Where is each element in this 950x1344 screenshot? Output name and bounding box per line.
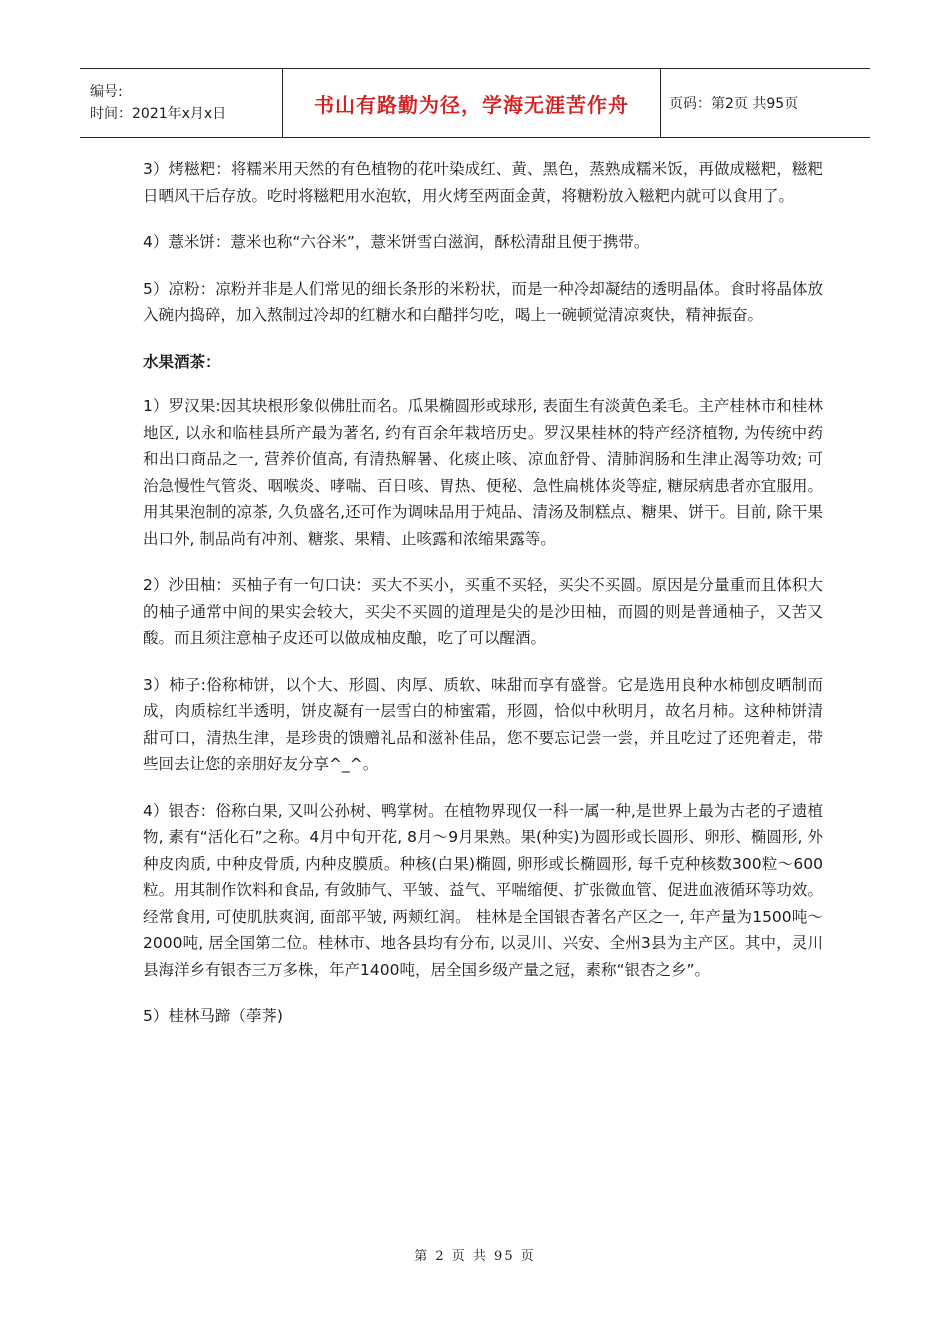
body-paragraph: 1）罗汉果:因其块根形象似佛肚而名。瓜果椭圆形或球形, 表面生有淡黄色柔毛。主产桂林市和桂林地区, 以永和临桂县所产最为著名, 约有百余年栽培历史。罗汉果桂林的特产经济植物, 为传统中药和出口商品之一, 营养价值高, 有清热解暑、化痰止咳、凉血舒骨、清肺润肠和生津止渴等功效; 可治急慢性气管炎、咽喉炎、哮喘、百日咳、胃热、便秘、急性扁桃体炎等症, 糖尿病患者亦宜服用。用其果泡制的凉茶, 久负盛名,还可作为调味品用于炖品、清汤及制糕点、糖果、饼干。目前, 除干果出口外, 制品尚有冲剂、糖浆、果精、止咳露和浓缩果露等。 [143, 397, 823, 548]
body-paragraph: 5）桂林马蹄（荸荠) [143, 1007, 283, 1025]
header-page-label: 页码：第2页 共95页 [669, 96, 799, 112]
body-paragraph: 3）烤糍粑：将糯米用天然的有色植物的花叶染成红、黄、黑色，蒸熟成糯米饭，再做成糍粑，糍粑日晒风干后存放。吃时将糍粑用水泡软，用火烤至两面金黄，将糖粉放入糍粑内就可以食用了。 [143, 160, 823, 205]
header-meta [80, 69, 283, 137]
body-paragraph: 2）沙田柚：买柚子有一句口诀：买大不买小，买重不买轻，买尖不买圆。原因是分量重而且体积大的柚子通常中间的果实会较大，买尖不买圆的道理是尖的是沙田柚，而圆的则是普通柚子，又苦又酸。而且须注意柚子皮还可以做成柚皮酿，吃了可以醒酒。 [143, 576, 823, 647]
document-number-label: 编号: [90, 84, 123, 100]
body-paragraph: 4）银杏：俗称白果, 又叫公孙树、鸭掌树。在植物界现仅一科一属一种,是世界上最为古老的孑遗植物, 素有“活化石”之称。4月中旬开花, 8月～9月果熟。果(种实)为圆形或长圆形、卵形、椭圆形, 外种皮肉质, 中种皮骨质, 内种皮膜质。种核(白果)椭圆, 卵形或长椭圆形, 每千克种核数300粒～600粒。用其制作饮料和食品, 有敛肺气、平皱、益气、平喘缩便、扩张微血管、促进血液循环等功效。经常食用, 可使肌肤爽润, 面部平皱, 两颊红润。 桂林是全国银杏著名产区之一, 年产量为1500吨～2000吨, 居全国第二位。桂林市、地各县均有分布, 以灵川、兴安、全州3县为主产区。其中，灵川县海洋乡有银杏三万多株，年产1400吨，居全国乡级产量之冠，素称“银杏之乡”。 [143, 801, 823, 979]
document-header [80, 68, 870, 138]
body-paragraph: 5）凉粉：凉粉并非是人们常见的细长条形的米粉状，而是一种冷却凝结的透明晶体。食时将晶体放入碗内捣碎，加入熬制过冷却的红糖水和白醋拌匀吃，喝上一碗顿觉清凉爽快，精神振奋。 [143, 279, 823, 324]
header-motto: 书山有路勤为径，学海无涯苦作舟 [314, 92, 629, 117]
document-time-label: 时间：2021年x月x日 [90, 106, 227, 122]
document-body [143, 156, 823, 1050]
header-page-cell [661, 69, 870, 137]
body-paragraph: 3）柿子:俗称柿饼，以个大、形圆、肉厚、质软、味甜而享有盛誉。它是选用良种水柿刨皮晒制而成，肉质棕红半透明，饼皮凝有一层雪白的柿蜜霜，形圆，恰似中秋明月，故名月柿。这种柿饼清甜可口，清热生津，是珍贵的馈赠礼品和滋补佳品，您不要忘记尝一尝，并且吃过了还兜着走，带些回去让您的亲朋好友分享^_^。 [143, 675, 823, 773]
page-footer: 第 2 页 共 95 页 [414, 1249, 536, 1264]
header-motto-cell [283, 69, 661, 137]
section-heading: 水果酒茶： [143, 352, 221, 371]
body-paragraph: 4）薏米饼：薏米也称“六谷米”，薏米饼雪白滋润，酥松清甜且便于携带。 [143, 233, 650, 251]
